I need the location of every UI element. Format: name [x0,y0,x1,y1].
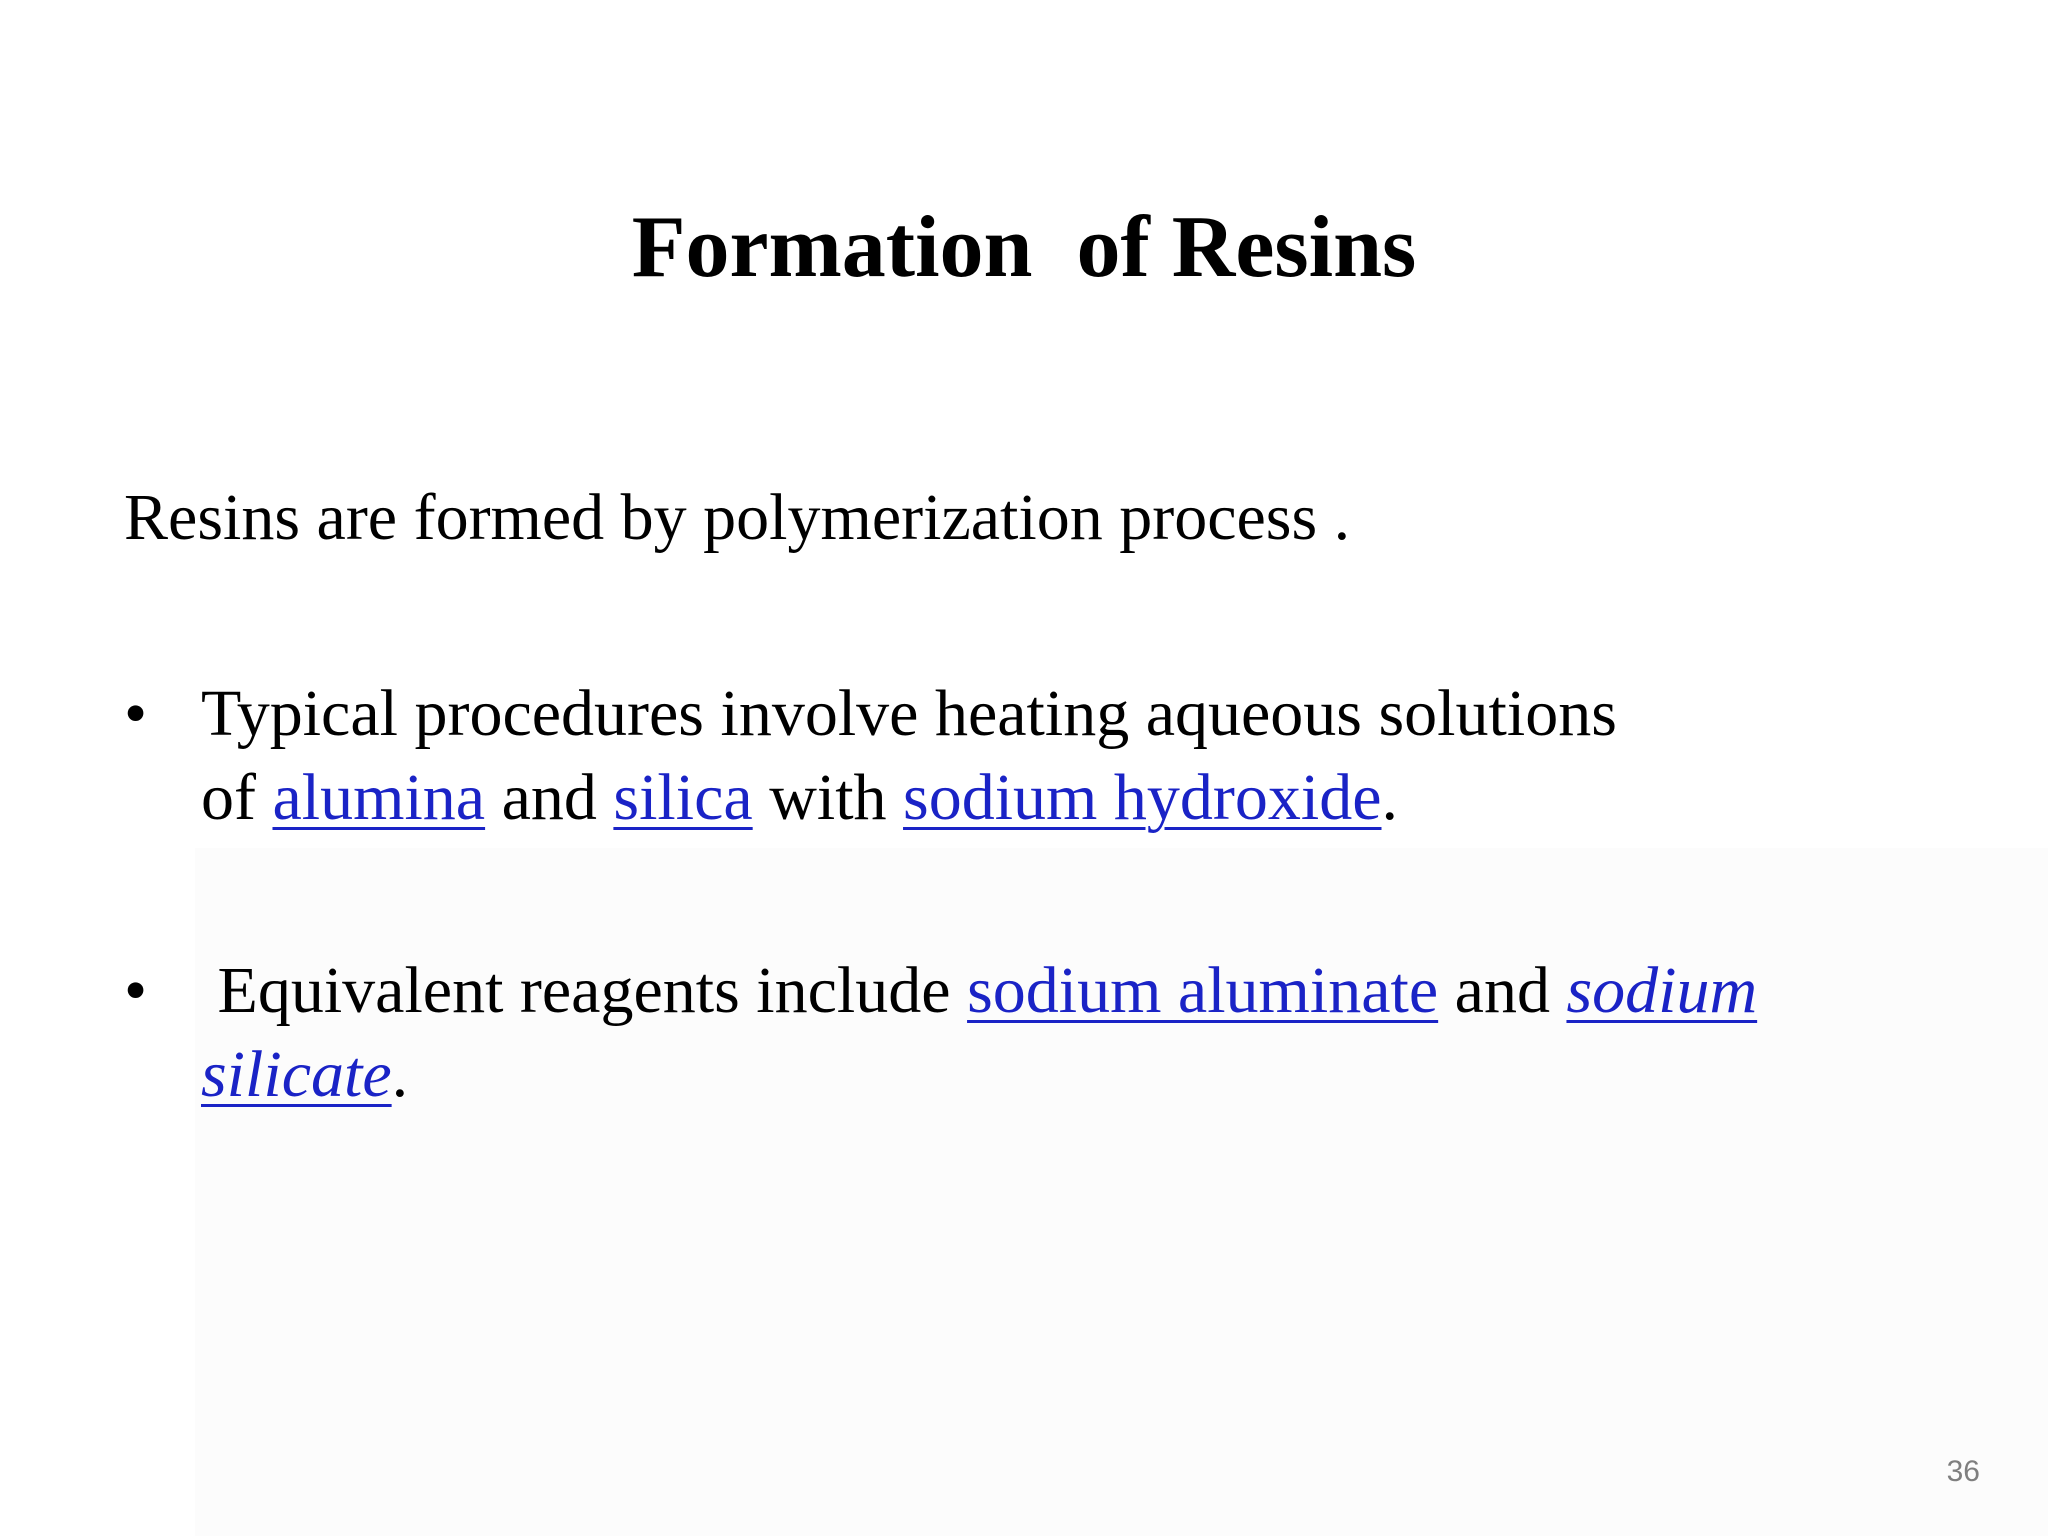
bullet-2-text [201,949,1757,1117]
intro-text: Resins are formed by polymerization process . [124,481,1351,554]
link-alumina[interactable]: alumina [272,761,486,834]
bullet-2-line-1 [201,949,1757,1033]
bullet-1-with: with [752,761,904,834]
bullet-2-and: and [1438,954,1567,1027]
bullet-1-text [201,672,1617,840]
bullet-1-and: and [485,761,614,834]
link-silica[interactable]: silica [613,761,753,834]
bullet-1-line-1: Typical procedures involve heating aqueous solutions [201,677,1617,750]
link-sodium-hydroxide[interactable]: sodium hydroxide [903,761,1382,834]
bullet-2-lead: Equivalent reagents include [201,954,968,1027]
bullet-2-line-2 [201,1033,1757,1117]
page-number: 36 [1946,1455,1980,1488]
link-sodium-silicate-part-2[interactable]: silicate [201,1038,392,1111]
bullet-2-period: . [391,1038,409,1111]
link-sodium-aluminate[interactable]: sodium aluminate [967,954,1439,1027]
link-sodium-silicate-part-1[interactable]: sodium [1566,954,1758,1027]
slide-title: Formation of Resins [631,199,1417,296]
bullet-1-line-2 [201,756,1617,840]
bullet-1-period: . [1381,761,1398,834]
bullet-icon: • [124,954,148,1027]
bullet-1-prefix: of [201,761,273,834]
bullet-icon: • [124,677,148,750]
